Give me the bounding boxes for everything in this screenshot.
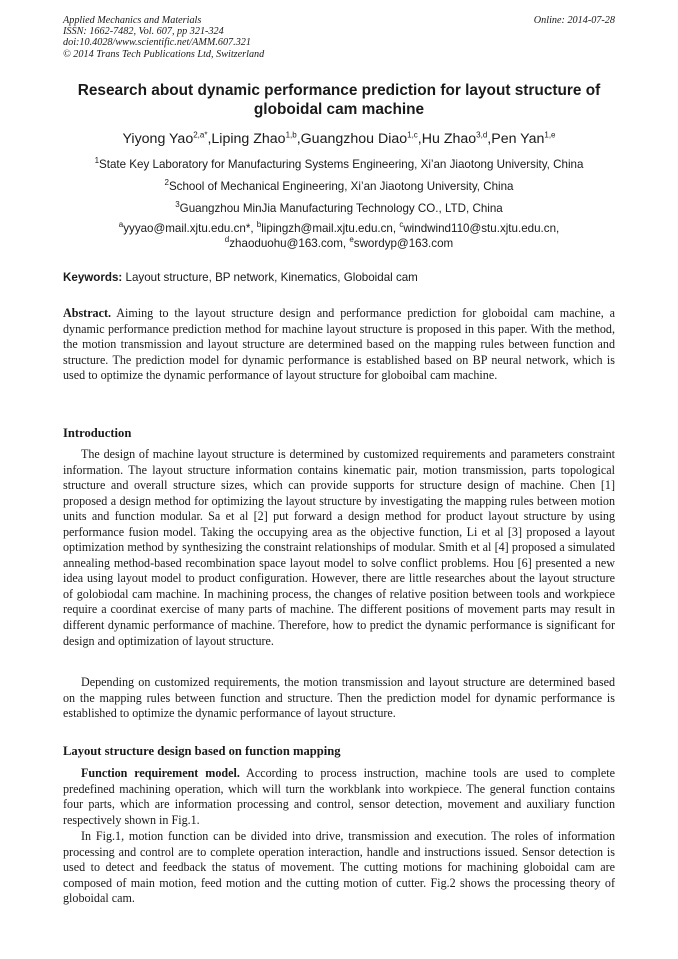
affiliation-sup: 3 <box>175 200 180 210</box>
author-sup: 1,e <box>544 130 556 140</box>
intro-paragraph-2: Depending on customized requirements, the motion transmission and layout structure are determined based on the mapping rules between function and structure. Then the prediction model for dynamic performance is established to optimize the dynamic performance of layout structure. <box>63 675 615 721</box>
function-requirement-lead: Function requirement model. <box>81 766 240 780</box>
email-sup: e <box>349 235 354 245</box>
keywords-label: Keywords: <box>63 271 123 284</box>
motion-function-paragraph: In Fig.1, motion function can be divided into drive, transmission and execution. The roles of information processing and control are to complete operation interaction, handle and instructions issued. Sensor detection is used to detect and feedback the status of movement. The cutting motions for machining globoidal cam are composed of main motion, feed motion and the cutting motion of cutter. Fig.2 shows the processing theory of globoidal cam. <box>63 829 615 906</box>
email-link[interactable]: windwind110@stu.xjtu.edu.cn, <box>403 222 560 235</box>
introduction-heading: Introduction <box>63 426 132 440</box>
affiliation-text: State Key Laboratory for Manufacturing Systems Engineering, Xi’an Jiaotong University, China <box>99 158 584 171</box>
email-link[interactable]: yyyao@mail.xjtu.edu.cn*, <box>123 222 257 235</box>
layout-section-heading: Layout structure design based on function mapping <box>63 744 341 758</box>
email-sup: a <box>118 220 124 230</box>
email-list <box>40 221 638 251</box>
author-sup: 3,d <box>476 130 488 140</box>
affiliation-2 <box>40 180 638 194</box>
author-name: Guangzhou Diao <box>300 131 408 147</box>
author-list: Yiyong Yao$^{2,a*}$,Liping Zhao$^{1,b}$,Guangzhou Diao$^{1,c}$,Hu Zhao$^{3,d}$,Pen Yan$^{1,e}$ <box>122 130 556 147</box>
intro-paragraph-1: The design of machine layout structure is determined by customized requirements and parameters constraint information. The layout structure information contains kinematic pair, motion transmission, parts topological structure and overall structure sizes, which can provide supports for structure design of machine. Chen [1] proposed a design method for optimizing the layout structure by investigating the mapping rules between motion units and function modular. Sa et al [2] put forward a design method for product layout structure by using performance fusion model. Taking the occupying area as the objective function, Li et al [3] proposed a layout optimization method by synthesizing the constraint relationships of modular. Smith et al [4] proposed a simulated annealing method-based recombination space layout model to solve conflict problems. Hou [6] presented a new idea using layout model to product configuration. However, there are little researches about the layout structure of golobiodal cam machine. In machining process, the changes of relative position between tools and workpiece require a coordinat exercise of many parts of machine. The different positions of movement parts may result in different dynamic performance of machine. Therefore, how to predict the dynamic performance is significant for design and optimization of layout structure. <box>63 447 615 648</box>
affiliation-1 <box>40 158 638 172</box>
affiliation-3 <box>40 202 638 216</box>
abstract-text: Aiming to the layout structure design and performance prediction for globoidal cam machine, a dynamic performance prediction method for machine layout structure is proposed in this paper. With the method, the motion transmission and layout structure are determined based on the mapping rules between function and structure. The prediction model for dynamic performance is established based on BP neural network, which is used to optimize the dynamic performance of layout structure for globoibal cam machine. <box>63 306 615 383</box>
author-name: Yiyong Yao <box>122 131 194 147</box>
affiliation-text: School of Mechanical Engineering, Xi’an Jiaotong University, China <box>168 180 514 193</box>
affiliation-text: Guangzhou MinJia Manufacturing Technology CO., LTD, China <box>179 202 503 215</box>
author-name: Pen Yan <box>491 131 545 147</box>
author-sup: 1,c <box>407 130 418 140</box>
author-name: Liping Zhao <box>211 131 286 147</box>
journal-name: Applied Mechanics and Materials <box>63 15 202 26</box>
affiliation-sup: 2 <box>164 178 169 188</box>
email-link[interactable]: swordyp@163.com <box>353 237 454 250</box>
keywords <box>63 271 615 285</box>
abstract-label: Abstract. <box>63 306 112 320</box>
email-link[interactable]: zhaoduohu@163.com, <box>229 237 350 250</box>
email-link[interactable]: lipingzh@mail.xjtu.edu.cn, <box>261 222 400 235</box>
online-date: Online: 2014-07-28 <box>533 15 615 26</box>
copyright-line: © 2014 Trans Tech Publications Ltd, Switzerland <box>63 48 265 60</box>
journal-header <box>63 15 615 60</box>
paper-title: Research about dynamic performance prediction for layout structure of globoidal cam machine <box>77 82 601 118</box>
affiliation-sup: 1 <box>94 156 100 166</box>
email-sup: d <box>224 235 230 245</box>
function-requirement-paragraph <box>63 766 615 828</box>
abstract <box>63 306 615 384</box>
keywords-text: Layout structure, BP network, Kinematics, Globoidal cam <box>122 271 418 284</box>
author-sup: 1,b <box>285 130 297 140</box>
doi-line[interactable]: doi:10.4028/www.scientific.net/AMM.607.321 <box>63 37 251 49</box>
author-name: Hu Zhao <box>421 131 477 147</box>
issn-line: ISSN: 1662-7482, Vol. 607, pp 321-324 <box>63 26 224 38</box>
author-sup: 2,a* <box>193 130 208 140</box>
email-sup: b <box>256 220 262 230</box>
email-sup: c <box>399 220 404 230</box>
function-requirement-text: According to process instruction, machine tools are used to complete predefined machining operation, which will turn the workblank into workpiece. The general function contains four parts, which are information processing and control, sensor detection, movement and auxiliary function respectively shown in Fig.1. <box>63 766 616 827</box>
